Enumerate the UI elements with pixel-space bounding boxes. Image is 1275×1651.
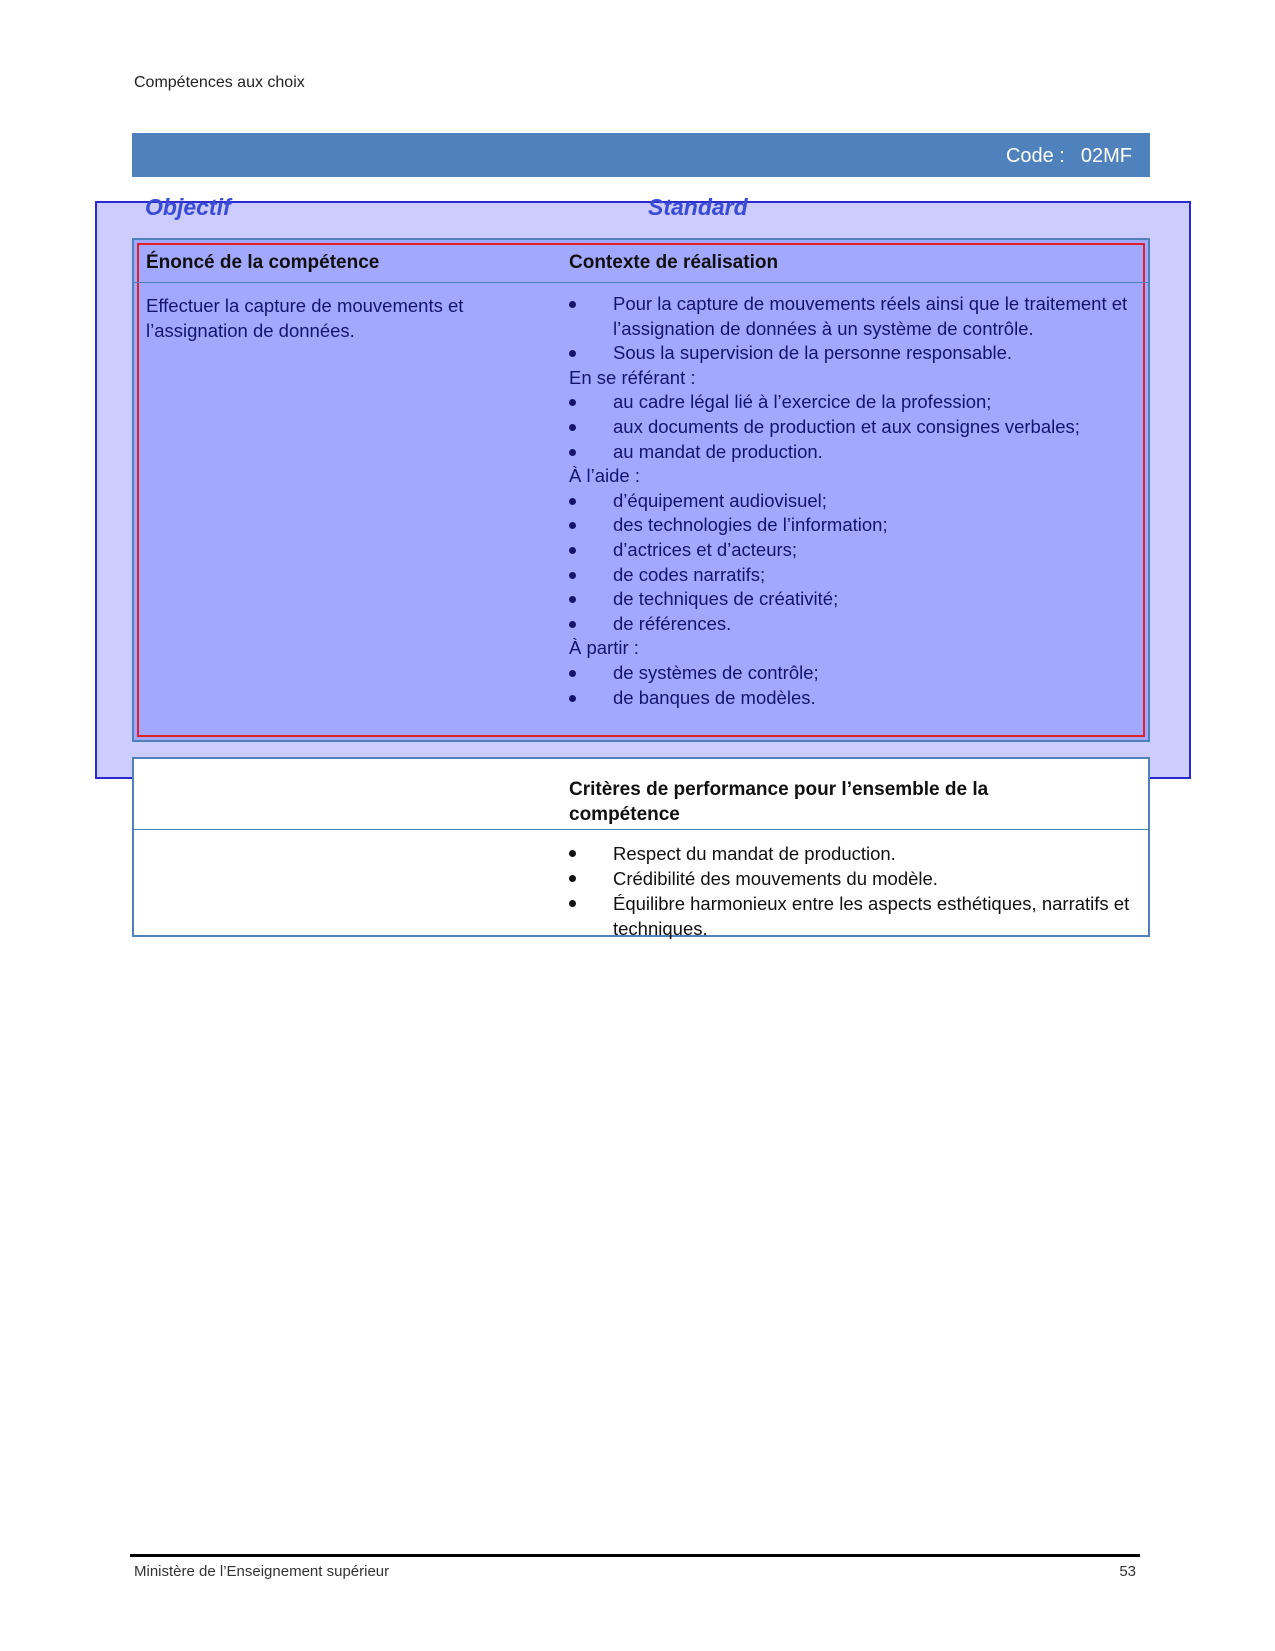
criteria-text: Équilibre harmonieux entre les aspects esthétiques, narratifs et techniques.	[613, 893, 1130, 939]
context-item	[569, 686, 1134, 711]
bullet-icon	[569, 449, 576, 456]
context-subheading	[569, 366, 1134, 391]
context-text: de références.	[613, 612, 732, 634]
code-bar	[132, 133, 1150, 177]
context-text: Sous la supervision de la personne responsable.	[613, 342, 1013, 364]
context-item	[569, 563, 1134, 588]
bullet-icon	[569, 572, 576, 579]
context-item	[569, 415, 1134, 440]
bullet-icon	[569, 424, 576, 431]
objective-heading: Objectif	[145, 194, 231, 220]
context-text: au mandat de production.	[613, 440, 823, 462]
code-label	[1006, 145, 1132, 168]
context-item	[569, 538, 1134, 563]
footer	[134, 1563, 1136, 1580]
bullet-icon	[569, 498, 576, 505]
header-divider	[134, 282, 1148, 283]
context-text: au cadre légal lié à l’exercice de la profession;	[613, 391, 992, 413]
criteria-header: Critères de performance pour l’ensemble de la compétence	[569, 779, 989, 825]
context-subheading	[569, 636, 1134, 661]
criteria-item	[569, 891, 1134, 941]
context-header: Contexte de réalisation	[569, 252, 779, 273]
context-text: aux documents de production et aux consignes verbales;	[613, 415, 1080, 437]
context-text: d’équipement audiovisuel;	[613, 489, 827, 511]
bullet-icon	[569, 900, 576, 907]
context-item	[569, 440, 1134, 465]
criteria-list	[569, 841, 1134, 941]
context-text: de systèmes de contrôle;	[613, 661, 819, 683]
criteria-text: Crédibilité des mouvements du modèle.	[613, 868, 938, 889]
statement-header: Énoncé de la compétence	[146, 252, 380, 273]
bullet-icon	[569, 350, 576, 357]
context-item	[569, 513, 1134, 538]
bullet-icon	[569, 850, 576, 857]
bullet-icon	[569, 547, 576, 554]
competency-statement: Effectuer la capture de mouvements et l’assignation de données.	[146, 295, 464, 341]
context-item	[569, 390, 1134, 415]
bullet-icon	[569, 670, 576, 677]
context-item	[569, 341, 1134, 366]
standard-heading: Standard	[648, 194, 748, 220]
running-head: Compétences aux choix	[134, 74, 305, 91]
context-item	[569, 587, 1134, 612]
bullet-icon	[569, 621, 576, 628]
page-number: 53	[1119, 1563, 1136, 1580]
context-subheading	[569, 464, 1134, 489]
context-item	[569, 661, 1134, 686]
context-text: À l’aide :	[569, 465, 640, 487]
context-item	[569, 612, 1134, 637]
context-text: d’actrices et d’acteurs;	[613, 538, 798, 560]
context-text: En se référant :	[569, 366, 696, 388]
context-text: des technologies de l’information;	[613, 514, 888, 536]
criteria-divider	[134, 829, 1148, 830]
bullet-icon	[569, 875, 576, 882]
bullet-icon	[569, 695, 576, 702]
footer-ministry: Ministère de l’Enseignement supérieur	[134, 1563, 390, 1580]
criteria-table	[132, 757, 1150, 937]
context-text: de techniques de créativité;	[613, 588, 839, 610]
competency-table	[132, 238, 1150, 742]
context-text: Pour la capture de mouvements réels ainsi que le traitement et l’assignation de données à un système de contrôle.	[613, 293, 1128, 339]
context-text: de banques de modèles.	[613, 686, 816, 708]
bullet-icon	[569, 399, 576, 406]
criteria-item	[569, 841, 1134, 866]
context-text: À partir :	[569, 637, 639, 659]
code-value: 02MF	[1080, 145, 1132, 167]
bullet-icon	[569, 522, 576, 529]
context-item	[569, 292, 1134, 341]
context-item	[569, 489, 1134, 514]
context-list	[569, 292, 1134, 710]
code-label-text: Code :	[1005, 145, 1065, 167]
bullet-icon	[569, 596, 576, 603]
criteria-item	[569, 866, 1134, 891]
context-text: de codes narratifs;	[613, 563, 766, 585]
footer-rule	[130, 1554, 1140, 1557]
criteria-text: Respect du mandat de production.	[613, 843, 896, 864]
bullet-icon	[569, 301, 576, 308]
